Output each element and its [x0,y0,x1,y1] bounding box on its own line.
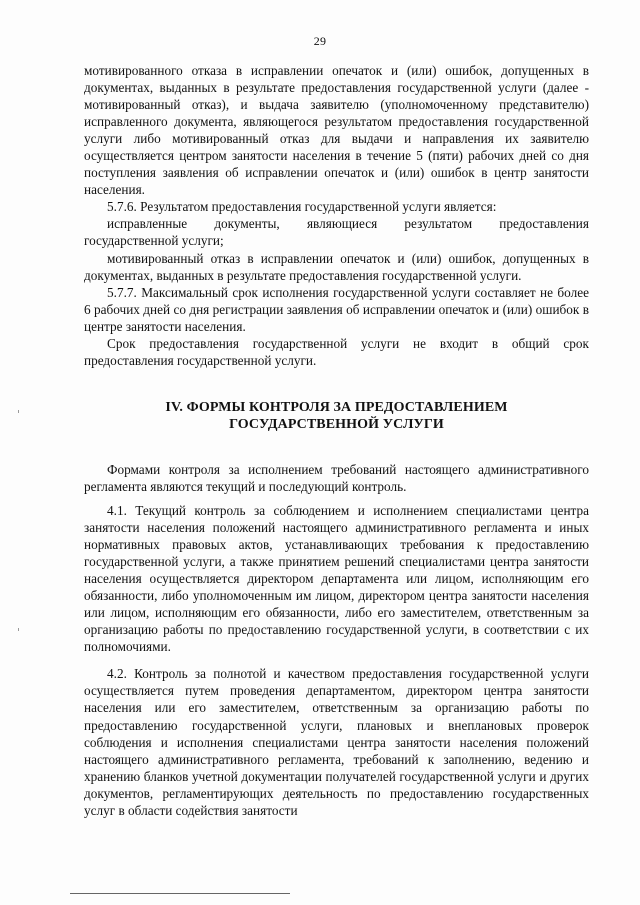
paragraph-5-7-7: 5.7.7. Максимальный срок исполнения государственной услуги составляет не более 6 рабочих дней со дня регистрации заявления об исправлении опечаток и (или) ошибок в центре занятости населения. [84,284,589,334]
scan-mark [18,410,19,413]
paragraph-5-7-6-item-2: мотивированный отказ в исправлении опечаток и (или) ошибок, допущенных в документах, выданных в результате предоставления государственной услуги. [84,250,589,283]
scan-mark [18,628,19,631]
section-title-line-1: IV. ФОРМЫ КОНТРОЛЯ ЗА ПРЕДОСТАВЛЕНИЕМ [165,399,508,415]
footer-rule [70,893,290,894]
page-number: 29 [313,34,327,48]
document-body [84,62,589,819]
paragraph-4-2: 4.2. Контроль за полнотой и качеством предоставления государственной услуги осуществляется путем проведения департаментом, директором центра занятости населения или его заместителем, ответственным за организацию работы по предоставлению государственной услуги, плановых и внеплановых проверок соблюдения и исполнения специалистами центра занятости населения положений настоящего административного регламента, требований к заполнению, ведению и хранению бланков учетной документации получателей государственной услуги и других документов, регламентирующих деятельность по предоставлению государственных услуг в области содействия занятости [84,666,589,818]
paragraph-5-7-6-item-1: исправленные документы, являющиеся результатом предоставления государственной услуги; [84,216,589,249]
continued-paragraph: мотивированного отказа в исправлении опечаток и (или) ошибок, допущенных в документах, выданных в результате предоставления государственной услуги (далее - мотивированный отказ), и выдача заявителю (уполномоченному представителю) исправленного документа, являющегося результатом предоставления государственной услуги либо мотивированный отказ для выдачи и направления их заявителю осуществляется центром занятости населения в течение 5 (пяти) рабочих дней со дня поступления заявления об исправлении опечаток и (или) ошибок в центр занятости населения. [84,63,589,198]
section-intro-paragraph: Формами контроля за исполнением требований настоящего административного регламента являются текущий и последующий контроль. [84,461,589,494]
section-title-line-2: ГОСУДАРСТВЕННОЙ УСЛУГИ [229,416,444,432]
paragraph-4-1: 4.1. Текущий контроль за соблюдением и исполнением специалистами центра занятости населения положений настоящего административного регламента и иных нормативных правовых актов, устанавливающих требования к предоставлению государственной услуги, а также принятием решений специалистами центра занятости населения осуществляется директором департамента или лицом, исполняющим его обязанности, либо уполномоченным им лицом, директором центра занятости населения или лицом, исполняющим его обязанности, либо его заместителем, ответственным за организацию работы по предоставлению государственной услуги, в соответствии с их полномочиями. [84,502,589,655]
paragraph-5-7-7-note: Срок предоставления государственной услуги не входит в общий срок предоставления государственной услуги. [84,335,589,368]
paragraph-5-7-6: 5.7.6. Результатом предоставления государственной услуги является: [107,199,497,215]
